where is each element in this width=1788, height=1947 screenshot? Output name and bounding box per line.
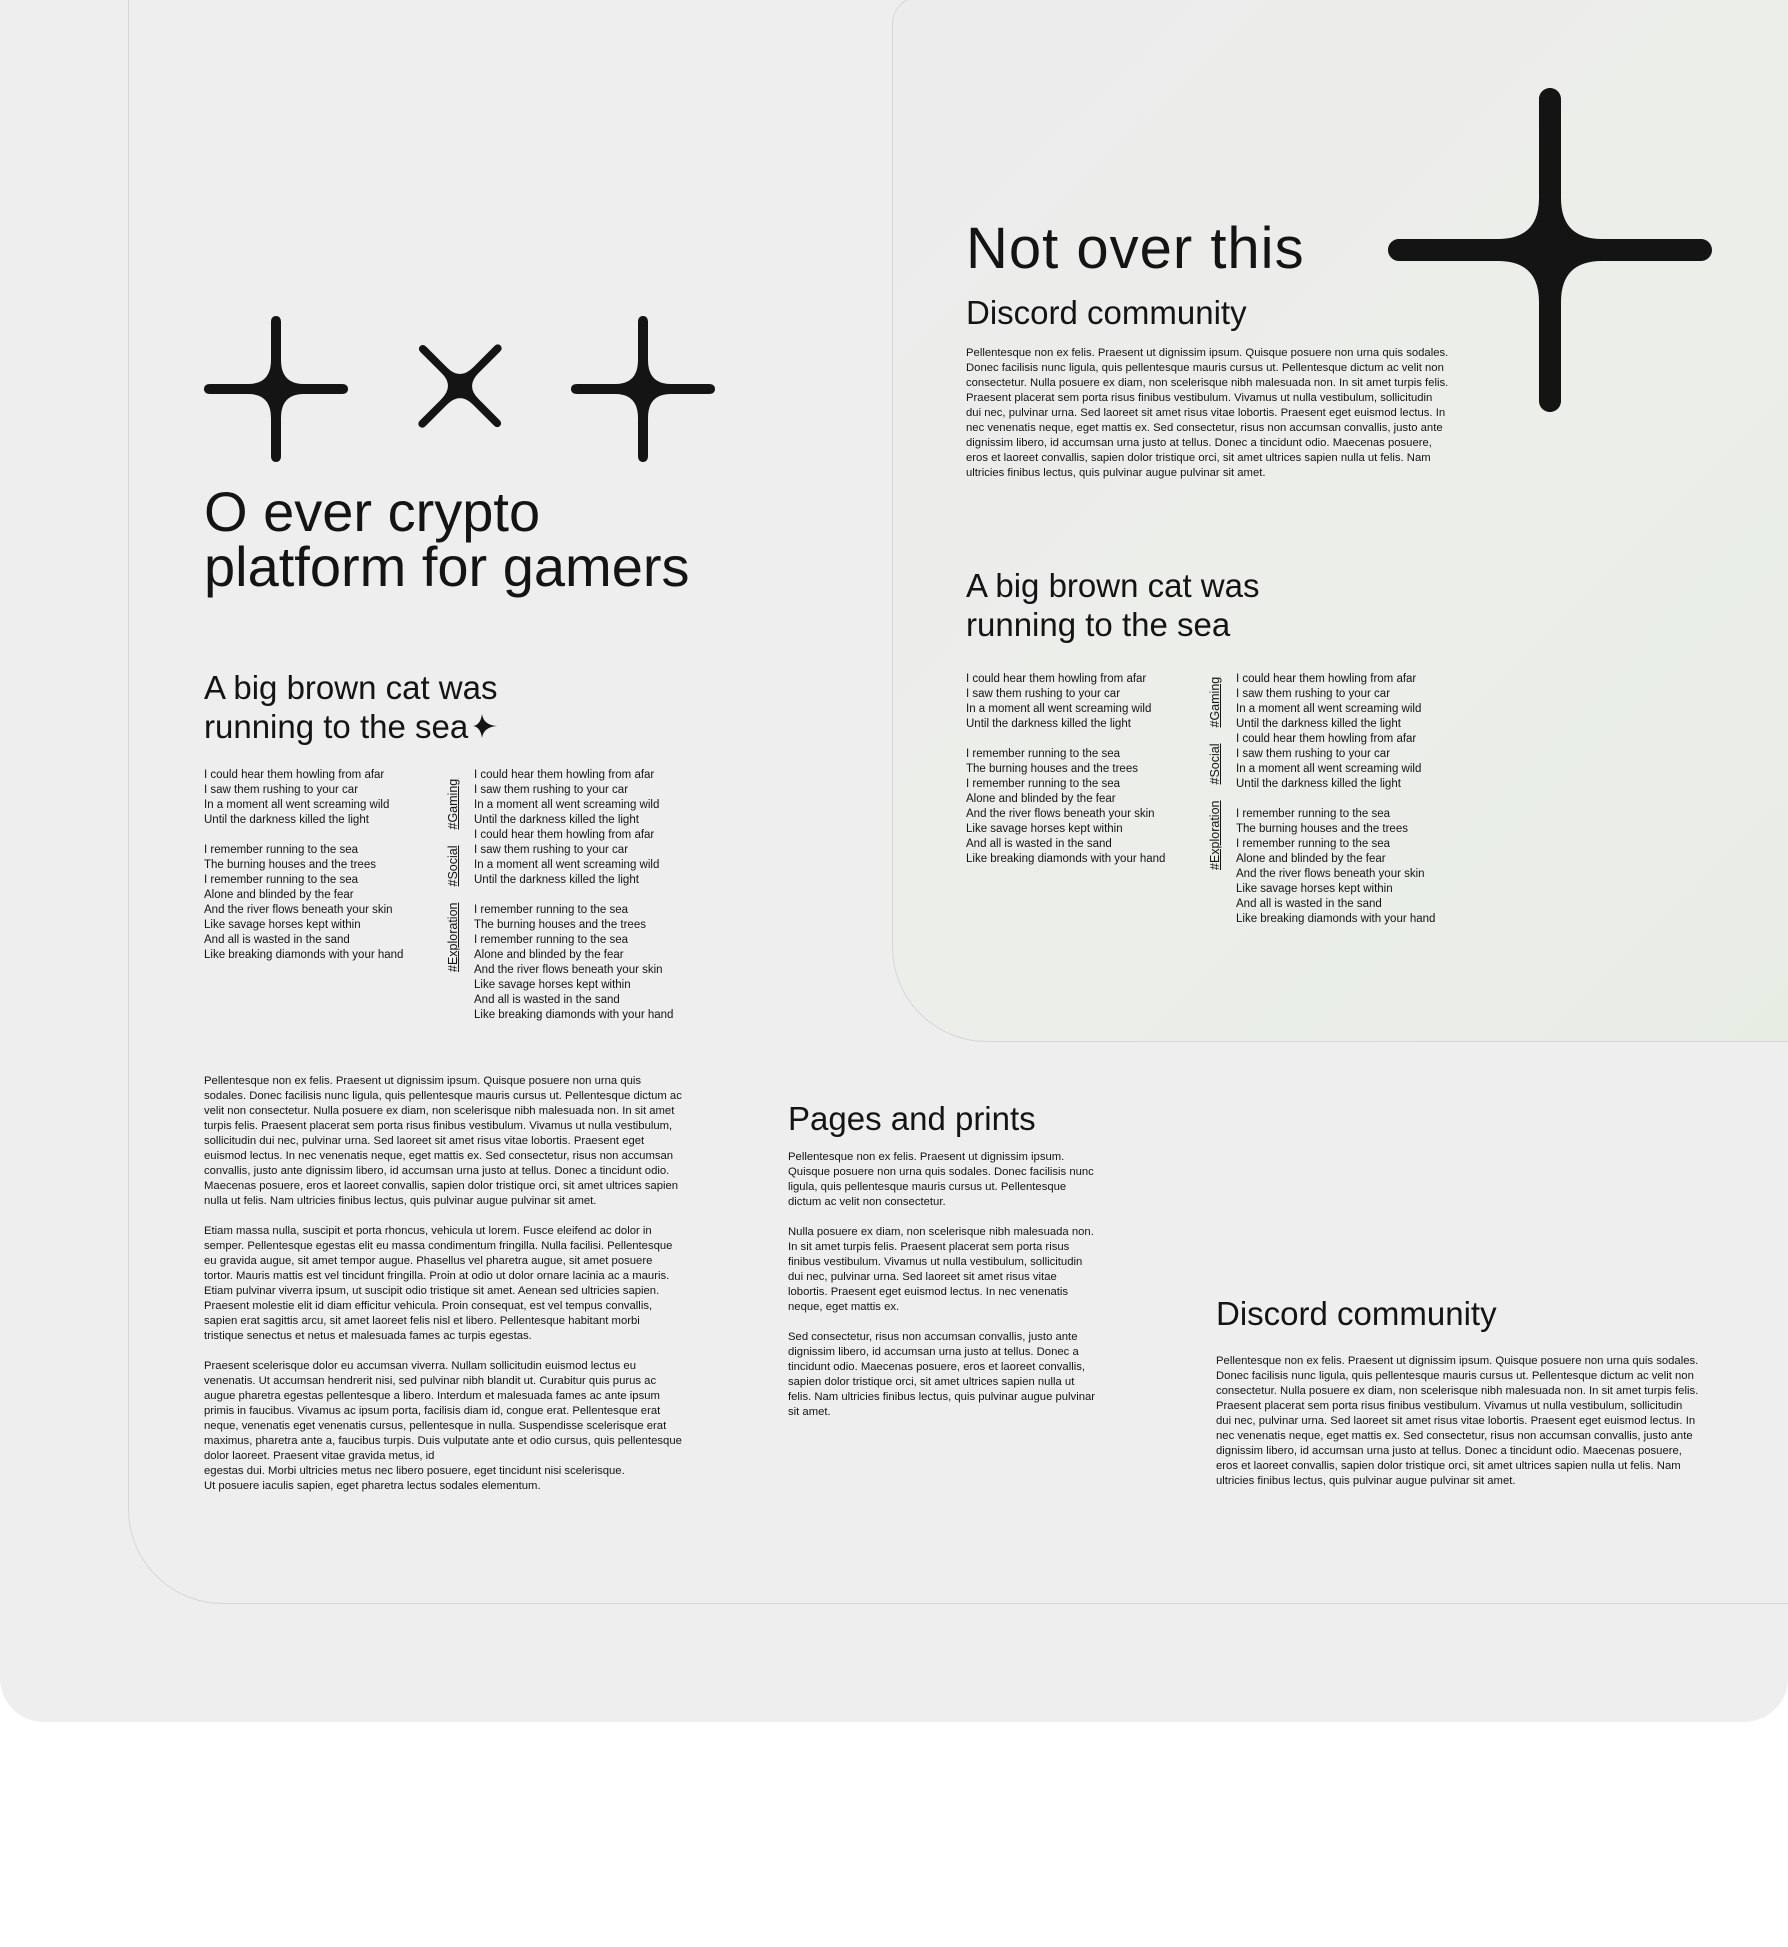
lyric-line: I saw them rushing to your car (1236, 748, 1391, 760)
lyric-line: Like breaking diamonds with your hand (1236, 913, 1436, 925)
small-sparkle-icon (471, 712, 499, 740)
right-body-text (966, 346, 1450, 481)
left-lyrics-col-1 (204, 768, 403, 963)
lyric-line: Until the darkness killed the light (966, 718, 1131, 730)
tag-gaming[interactable]: #Gaming (446, 778, 460, 830)
lyric-line: And all is wasted in the sand (1236, 898, 1382, 910)
lyric-line: I could hear them howling from afar (474, 769, 655, 781)
pages-paragraph-3: Sed consectetur, risus non accumsan convallis, justo ante dignissim libero, id accumsan urna justo at tellus. Donec a tincidunt odio. Maecenas posuere, eros et laoreet convallis, sapien dolor tristique orci, sit amet ultrices sapien nulla ut felis. Nam ultricies finibus lectus, quis pulvinar augue pulvinar sit amet. (788, 1331, 1096, 1418)
lyric-line: Like savage horses kept within (966, 823, 1123, 835)
pages-body-text (788, 1150, 1098, 1420)
lyric-line: Like savage horses kept within (204, 919, 361, 931)
lyric-line: And all is wasted in the sand (204, 934, 350, 946)
lyric-line: Until the darkness killed the light (1236, 778, 1401, 790)
lyric-line: And the river flows beneath your skin (474, 964, 663, 976)
left-subhead: A big brown cat was running to the sea (204, 669, 498, 745)
lyric-line: And all is wasted in the sand (966, 838, 1112, 850)
lyric-line: The burning houses and the trees (204, 859, 376, 871)
lyric-line: I could hear them howling from afar (966, 673, 1147, 685)
tag-gaming[interactable]: #Gaming (1208, 676, 1222, 728)
lyric-line: I could hear them howling from afar (1236, 673, 1417, 685)
stanza-gap (204, 828, 403, 843)
pages-title: Pages and prints (788, 1100, 1036, 1137)
lyric-line: I could hear them howling from afar (1236, 733, 1417, 745)
lyric-line: Alone and blinded by the fear (474, 949, 624, 961)
lyric-line: Like savage horses kept within (474, 979, 631, 991)
lyric-line: The burning houses and the trees (474, 919, 646, 931)
left-paragraph-1: Pellentesque non ex felis. Praesent ut dignissim ipsum. Quisque posuere non urna quis sodales. Donec facilisis nunc ligula, quis pellentesque mauris cursus ut. Pellentesque dictum ac velit non consectetur. Nulla posuere ex diam, non scelerisque nibh malesuada non. In sit amet turpis felis. Praesent placerat sem porta risus finibus vestibulum. Vivamus ut nulla vestibulum, sollicitudin dui nec, pulvinar urna. Sed laoreet sit amet risus vitae lobortis. Praesent eget euismod lectus. In nec venenatis neque, eget mattis ex. Sed consectetur, risus non accumsan convallis, justo ante dignissim libero, id accumsan urna justo at tellus. Donec a tincidunt odio. Maecenas posuere, eros et laoreet convallis, sapien dolor tristique orci, sit amet ultrices sapien nulla ut felis. Nam ultricies finibus lectus, quis pulvinar augue pulvinar sit amet. (204, 1075, 682, 1207)
lyric-line: I saw them rushing to your car (474, 844, 629, 856)
diagonal-star-icon (408, 334, 512, 438)
lyric-line: In a moment all went screaming wild (204, 799, 390, 811)
lyric-line: Alone and blinded by the fear (204, 889, 354, 901)
right-tags (1208, 661, 1222, 870)
four-point-star-icon (571, 316, 715, 462)
right-subhead-2: A big brown cat was running to the sea (966, 567, 1260, 643)
lyric-line: In a moment all went screaming wild (474, 799, 660, 811)
lyric-line: The burning houses and the trees (966, 763, 1138, 775)
right-subhead: Discord community (966, 294, 1247, 331)
lyric-line: I remember running to the sea (204, 874, 359, 886)
lyric-line: I saw them rushing to your car (966, 688, 1121, 700)
lyric-line: Like breaking diamonds with your hand (204, 949, 404, 961)
pages-paragraph-1: Pellentesque non ex felis. Praesent ut dignissim ipsum. Quisque posuere non urna quis sodales. Donec facilisis nunc ligula, quis pellentesque mauris cursus ut. Pellentesque dictum ac velit non consectetur. (788, 1151, 1094, 1208)
four-point-star-icon (204, 316, 348, 462)
main-headline: O ever crypto platform for gamers (204, 480, 690, 598)
stanza-gap (966, 732, 1165, 747)
lyric-line: Until the darkness killed the light (204, 814, 369, 826)
right-lyrics-col-2 (1236, 672, 1435, 927)
lyric-line: Like savage horses kept within (1236, 883, 1393, 895)
lyric-line: Until the darkness killed the light (1236, 718, 1401, 730)
discord-paragraph: Pellentesque non ex felis. Praesent ut dignissim ipsum. Quisque posuere non urna quis sodales. Donec facilisis nunc ligula, quis pellentesque mauris cursus ut. Pellentesque dictum ac velit non consectetur. Nulla posuere ex diam, non scelerisque nibh malesuada non. In sit amet turpis felis. Praesent placerat sem porta risus finibus vestibulum. Vivamus ut nulla vestibulum, sollicitudin dui nec, pulvinar urna. Sed laoreet sit amet risus vitae lobortis. Praesent eget euismod lectus. In nec venenatis neque, eget mattis ex. Sed consectetur, risus non accumsan convallis, justo ante dignissim libero, id accumsan urna justo at tellus. Donec a tincidunt odio. Maecenas posuere, eros et laoreet convallis, sapien dolor tristique orci, sit amet ultrices sapien nulla ut felis. Nam ultricies finibus lectus, quis pulvinar augue pulvinar sit amet. (1216, 1355, 1699, 1487)
lyric-line: I remember running to the sea (966, 748, 1121, 760)
pages-paragraph-2: Nulla posuere ex diam, non scelerisque nibh malesuada non. In sit amet turpis felis. Praesent placerat sem porta risus finibus vestibulum. Vivamus ut nulla vestibulum, sollicitudin dui nec, pulvinar urna. Sed laoreet sit amet risus vitae lobortis. Praesent eget euismod lectus. In nec venenatis neque, eget mattis ex. (788, 1226, 1094, 1313)
lyric-line: I saw them rushing to your car (1236, 688, 1391, 700)
right-headline: Not over this (966, 216, 1305, 281)
stanza-gap (474, 888, 673, 903)
lyric-line: I could hear them howling from afar (204, 769, 385, 781)
lyric-line: Until the darkness killed the light (474, 874, 639, 886)
lyric-line: And all is wasted in the sand (474, 994, 620, 1006)
discord-body-text (1216, 1354, 1700, 1489)
right-lyrics-col-1 (966, 672, 1165, 867)
lyric-line: I saw them rushing to your car (474, 784, 629, 796)
lyric-line: Alone and blinded by the fear (1236, 853, 1386, 865)
lyric-line: In a moment all went screaming wild (966, 703, 1152, 715)
discord-title: Discord community (1216, 1295, 1497, 1332)
lyric-line: I remember running to the sea (474, 934, 629, 946)
left-body-text (204, 1074, 682, 1494)
lyric-line: In a moment all went screaming wild (1236, 703, 1422, 715)
lyric-line: Alone and blinded by the fear (966, 793, 1116, 805)
stanza-gap (1236, 792, 1435, 807)
tag-social[interactable]: #Social (1208, 743, 1222, 785)
lyric-line: I could hear them howling from afar (474, 829, 655, 841)
tag-exploration[interactable]: #Exploration (1208, 800, 1222, 870)
left-paragraph-3: Praesent scelerisque dolor eu accumsan viverra. Nullam sollicitudin euismod lectus eu venenatis. Ut accumsan hendrerit nisi, sed pulvinar nibh blandit ut. Curabitur quis purus ac augue pharetra egestas pellentesque a libero. Interdum et malesuada fames ac ante ipsum primis in faucibus. Vivamus ac ipsum porta, facilisis diam id, congue erat. Pellentesque erat neque, venenatis eget venenatis cursus, pellentesque in nulla. Suspendisse scelerisque erat maximus, pharetra ante a, faucibus turpis. Duis vulputate ante et odio cursus, quis pellentesque dolor laoreet. Praesent vitae gravida metus, id egestas dui. Morbi ultricies metus nec libero posuere, eget tincidunt nisi scelerisque. Ut posuere iaculis sapien, eget pharetra lectus sodales elementum. (204, 1360, 682, 1492)
lyric-line: I remember running to the sea (474, 904, 629, 916)
left-paragraph-2: Etiam massa nulla, suscipit et porta rhoncus, vehicula ut lorem. Fusce eleifend ac dolor in semper. Pellentesque egestas elit eu massa condimentum fringilla. Nulla facilisi. Pellentesque eu gravida augue, sit amet tempor augue. Phasellus vel pharetra augue, sit amet posuere tortor. Mauris mattis est vel tincidunt fringilla. Proin at odio ut dolor ornare lacinia ac a mauris. Etiam pulvinar viverra ipsum, ut suscipit odio tristique sit amet. Aenean sed ultricies sapien. Praesent molestie elit id diam efficitur vehicula. Proin consequat, est vel tempus convallis, sapien erat sagittis arcu, sit amet laoreet felis nisl et libero. Pellentesque habitant morbi tristique senectus et netus et malesuada fames ac turpis egestas. (204, 1225, 673, 1342)
lyric-line: I saw them rushing to your car (204, 784, 359, 796)
lyric-line: I remember running to the sea (966, 778, 1121, 790)
lyric-line: I remember running to the sea (1236, 838, 1391, 850)
tag-exploration[interactable]: #Exploration (446, 902, 460, 972)
left-lyrics-col-2 (474, 768, 673, 1023)
lyric-line: Until the darkness killed the light (474, 814, 639, 826)
lyric-line: I remember running to the sea (1236, 808, 1391, 820)
right-paragraph: Pellentesque non ex felis. Praesent ut dignissim ipsum. Quisque posuere non urna quis sodales. Donec facilisis nunc ligula, quis pellentesque mauris cursus ut. Pellentesque dictum ac velit non consectetur. Nulla posuere ex diam, non scelerisque nibh malesuada non. In sit amet turpis felis. Praesent placerat sem porta risus finibus vestibulum. Vivamus ut nulla vestibulum, sollicitudin dui nec, pulvinar urna. Sed laoreet sit amet risus vitae lobortis. Praesent eget euismod lectus. In nec venenatis neque, eget mattis ex. Sed consectetur, risus non accumsan convallis, justo ante dignissim libero, id accumsan urna justo at tellus. Donec a tincidunt odio. Maecenas posuere, eros et laoreet convallis, sapien dolor tristique orci, sit amet ultrices sapien nulla ut felis. Nam ultricies finibus lectus, quis pulvinar augue pulvinar sit amet. (966, 347, 1449, 479)
lyric-line: The burning houses and the trees (1236, 823, 1408, 835)
lyric-line: And the river flows beneath your skin (204, 904, 393, 916)
lyric-line: Like breaking diamonds with your hand (966, 853, 1166, 865)
lyric-line: In a moment all went screaming wild (1236, 763, 1422, 775)
tag-social[interactable]: #Social (446, 845, 460, 887)
lyric-line: In a moment all went screaming wild (474, 859, 660, 871)
lyric-line: And the river flows beneath your skin (1236, 868, 1425, 880)
lyric-line: I remember running to the sea (204, 844, 359, 856)
lyric-line: Like breaking diamonds with your hand (474, 1009, 674, 1021)
lyric-line: And the river flows beneath your skin (966, 808, 1155, 820)
left-tags (446, 763, 460, 972)
